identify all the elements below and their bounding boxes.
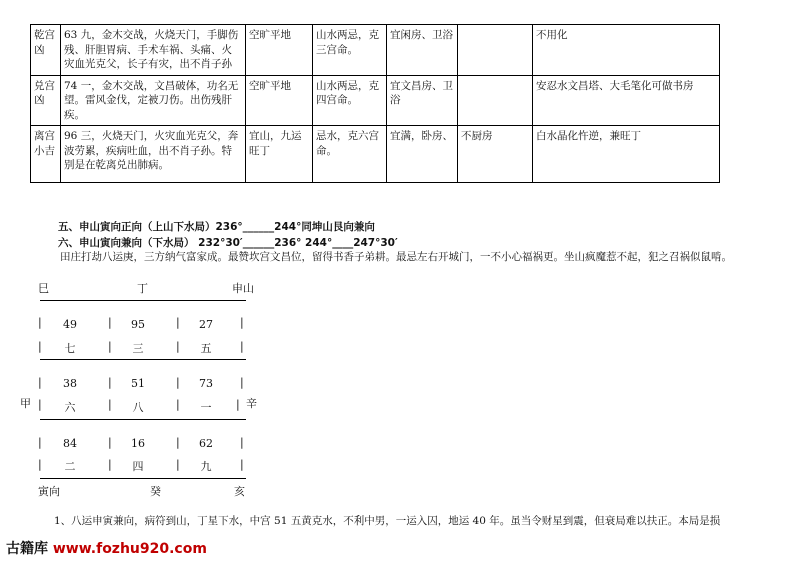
table-cell: 白水晶化忤逆，兼旺丁 bbox=[533, 126, 720, 183]
grid-divider: | bbox=[240, 458, 244, 471]
table-cell: 离宫小吉 bbox=[31, 126, 61, 183]
table-cell: 山水两忌，克三宫命。 bbox=[313, 25, 387, 76]
grid-divider: | bbox=[176, 376, 180, 389]
cell-star: 四 bbox=[132, 460, 144, 473]
grid-divider: | bbox=[108, 340, 112, 353]
table-cell: 宜文昌房、卫浴 bbox=[387, 75, 458, 126]
chart-left-label: 甲 bbox=[20, 397, 31, 410]
table-cell: 96 三，火烧天门，火灾血光克父，奔波劳累，疾病吐血，出不肖子孙。特别是在乾离兑出肺病。 bbox=[61, 126, 246, 183]
footer-watermark bbox=[6, 538, 207, 558]
chart-bottom-right-label: 亥 bbox=[234, 485, 245, 498]
grid-divider: | bbox=[108, 316, 112, 329]
grid-divider: | bbox=[108, 458, 112, 471]
grid-line bbox=[40, 300, 246, 301]
grid-divider: | bbox=[176, 398, 180, 411]
grid-divider: | bbox=[38, 340, 42, 353]
grid-divider: | bbox=[38, 398, 42, 411]
cell-star: 三 bbox=[132, 342, 144, 355]
footer-site-link[interactable]: www.fozhu920.com bbox=[52, 541, 207, 557]
table-cell: 忌水，克六宫命。 bbox=[313, 126, 387, 183]
cell-number: 16 bbox=[131, 437, 145, 450]
heading-five: 五、申山寅向正向（上山下水局）236°______244°同坤山艮向兼向 bbox=[58, 221, 375, 233]
grid-divider: | bbox=[108, 436, 112, 449]
heading-six: 六、申山寅向兼向（下水局） 232°30′______236° 244°____247°30′ bbox=[58, 237, 398, 249]
cell-star: 六 bbox=[64, 401, 76, 414]
grid-divider: | bbox=[176, 316, 180, 329]
cell-number: 49 bbox=[63, 318, 77, 331]
grid-divider: | bbox=[240, 376, 244, 389]
cell-star: 七 bbox=[64, 342, 76, 355]
table-row bbox=[31, 75, 720, 126]
chart-bottom-left-label: 寅向 bbox=[38, 485, 60, 498]
grid-divider: | bbox=[108, 376, 112, 389]
table-cell: 不用化 bbox=[533, 25, 720, 76]
chart-bottom-mid-label: 癸 bbox=[150, 485, 161, 498]
table-cell: 山水两忌，克四宫命。 bbox=[313, 75, 387, 126]
table-cell: 63 九，金木交战，火烧天门，手脚伤残、肝胆胃病、手术车祸、头痛、火灾血光克父，长子有灾，出不肖子孙 bbox=[61, 25, 246, 76]
cell-number: 84 bbox=[63, 437, 77, 450]
chart-top-right-label: 申山 bbox=[232, 282, 254, 295]
cell-star: 九 bbox=[200, 460, 212, 473]
grid-divider: | bbox=[38, 376, 42, 389]
table-cell: 宜满，卧房、 bbox=[387, 126, 458, 183]
grid-divider: | bbox=[240, 316, 244, 329]
cell-number: 73 bbox=[199, 377, 213, 390]
table-cell: 宜山，九运旺丁 bbox=[246, 126, 313, 183]
table-cell: 乾宫凶 bbox=[31, 25, 61, 76]
cell-number: 38 bbox=[63, 377, 77, 390]
intro-paragraph: 田庄打劫八运庚，三方纳气富家成。最赞坎宫文昌位，留得书香子弟耕。最忌左右开城门，一不小心福祸更。坐山疯魔惹不起，犯之召祸似鼠啃。 bbox=[60, 251, 732, 263]
cell-star: 一 bbox=[200, 401, 212, 414]
grid-line bbox=[40, 419, 246, 420]
grid-line bbox=[40, 478, 246, 479]
cell-star: 五 bbox=[200, 342, 212, 355]
grid-divider: | bbox=[38, 458, 42, 471]
chart-top-mid-label: 丁 bbox=[137, 282, 148, 295]
grid-divider: | bbox=[240, 340, 244, 353]
grid-divider: | bbox=[236, 398, 240, 411]
cell-star: 八 bbox=[132, 401, 144, 414]
grid-divider: | bbox=[38, 316, 42, 329]
table-cell: 安忍水文昌塔、大毛笔化可做书房 bbox=[533, 75, 720, 126]
cell-star: 二 bbox=[64, 460, 76, 473]
grid-divider: | bbox=[176, 340, 180, 353]
cell-number: 95 bbox=[131, 318, 145, 331]
table-cell: 不厨房 bbox=[458, 126, 533, 183]
grid-divider: | bbox=[240, 436, 244, 449]
chart-top-left-label: 巳 bbox=[38, 282, 49, 295]
table-row bbox=[31, 126, 720, 183]
grid-divider: | bbox=[38, 436, 42, 449]
cell-number: 62 bbox=[199, 437, 213, 450]
table-cell: 宜闲房、卫浴 bbox=[387, 25, 458, 76]
table-cell: 空旷平地 bbox=[246, 25, 313, 76]
grid-line bbox=[40, 359, 246, 360]
table-row bbox=[31, 25, 720, 76]
table-cell bbox=[458, 75, 533, 126]
footer-name: 古籍库 bbox=[6, 541, 48, 557]
info-table bbox=[30, 24, 720, 183]
grid-divider: | bbox=[176, 458, 180, 471]
cell-number: 27 bbox=[199, 318, 213, 331]
grid-divider: | bbox=[176, 436, 180, 449]
table-cell: 74 一，金木交战，文昌破体，功名无望。雷风金伐，定被刀伤。出伤残肝疾。 bbox=[61, 75, 246, 126]
body-paragraph: 1、八运申寅兼向，病符到山，丁星下水，中宫 51 五黄克水，不利中男，一运入囚，地运 40 年。虽当令财星到震，但衰局难以扶正。本局是损 bbox=[54, 515, 721, 527]
grid-divider: | bbox=[108, 398, 112, 411]
table-cell: 空旷平地 bbox=[246, 75, 313, 126]
table-cell bbox=[458, 25, 533, 76]
chart-right-label: 辛 bbox=[246, 397, 257, 410]
cell-number: 51 bbox=[131, 377, 145, 390]
table-cell: 兑宫凶 bbox=[31, 75, 61, 126]
